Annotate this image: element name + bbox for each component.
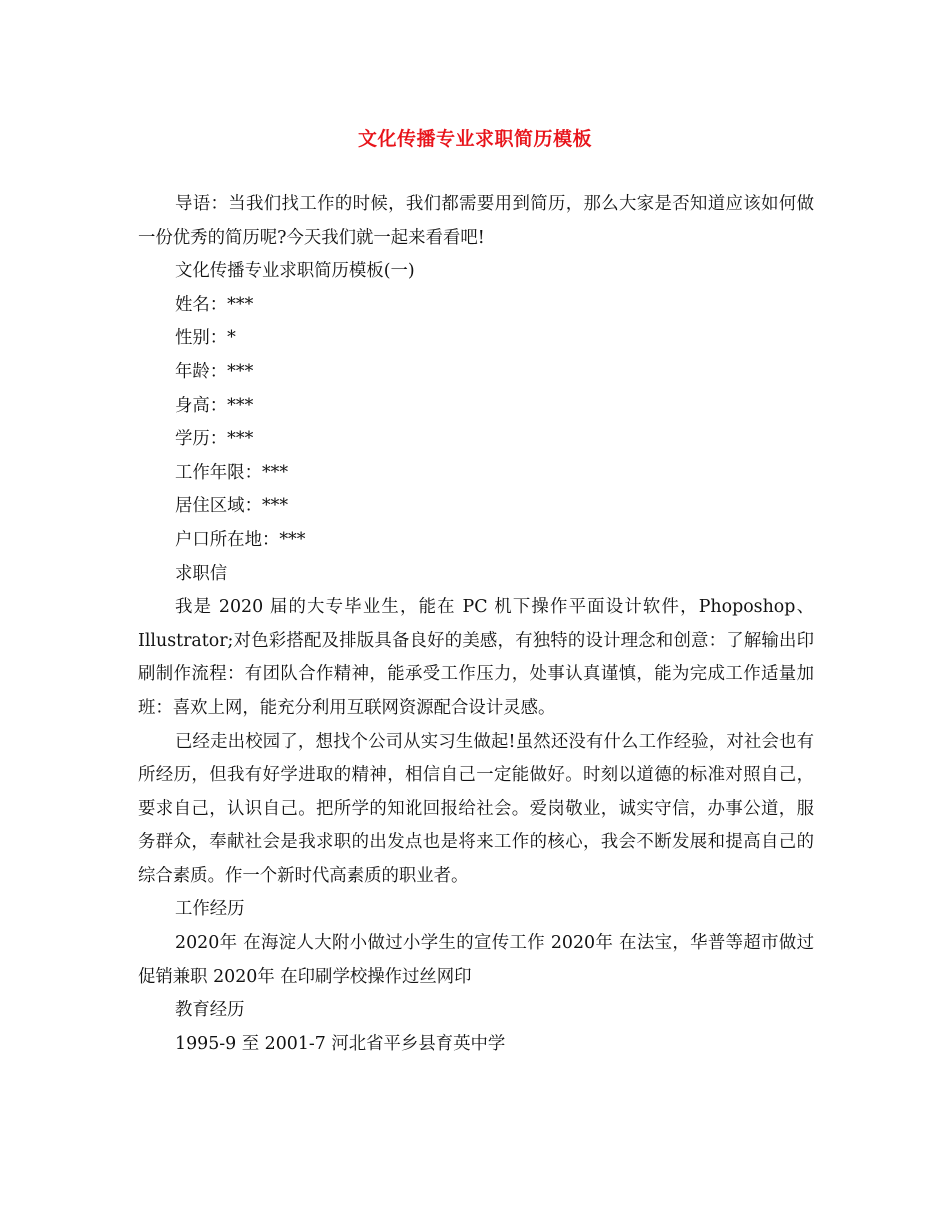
- work-experience-heading: 工作经历: [175, 899, 245, 920]
- cover-letter-heading: 求职信: [175, 563, 228, 584]
- cover-letter-paragraph-1: 我是 2020 届的大专毕业生，能在 PC 机下操作平面设计软件，Phoposhop、Illustrator;对色彩搭配及排版具备良好的美感，有独特的设计理念和创意：了解输出印刷制作流程：有团队合作精神，能承受工作压力，处事认真谨慎，能为完成工作适量加班：喜欢上网，能充分利用互联网资源配合设计灵感。: [138, 597, 814, 718]
- field-name: 姓名：***: [175, 294, 254, 315]
- field-height: 身高：***: [175, 395, 254, 416]
- work-experience-text: 2020年 在海淀人大附小做过小学生的宣传工作 2020年 在法宝，华普等超市做过促销兼职 2020年 在印刷学校操作过丝网印: [138, 933, 814, 987]
- field-residence-area: 居住区域：***: [175, 496, 289, 517]
- cover-letter-paragraph-2: 已经走出校园了，想找个公司从实习生做起!虽然还没有什么工作经验，对社会也有所经历，但我有好学进取的精神，相信自己一定能做好。时刻以道德的标准对照自己，要求自己，认识自己。把所学的知讹回报给社会。爱岗敬业，诚实守信，办事公道，服务群众，奉献社会是我求职的出发点也是将来工作的核心，我会不断发展和提高自己的综合素质。作一个新时代高素质的职业者。: [138, 731, 814, 886]
- document-body: [138, 188, 814, 1061]
- intro-paragraph: 导语：当我们找工作的时候，我们都需要用到简历，那么大家是否知道应该如何做一份优秀的简历呢?今天我们就一起来看看吧!: [138, 194, 814, 248]
- field-gender: 性别：*: [175, 328, 236, 349]
- document-title: 文化传播专业求职简历模板: [357, 128, 592, 150]
- field-work-years: 工作年限：***: [175, 462, 289, 483]
- resume-section-heading: 文化传播专业求职简历模板(一): [175, 261, 415, 282]
- education-text: 1995-9 至 2001-7 河北省平乡县育英中学: [175, 1033, 506, 1054]
- education-heading: 教育经历: [175, 1000, 245, 1021]
- field-age: 年龄：***: [175, 361, 254, 382]
- field-household-registration: 户口所在地：***: [175, 529, 306, 550]
- field-education-level: 学历：***: [175, 429, 254, 450]
